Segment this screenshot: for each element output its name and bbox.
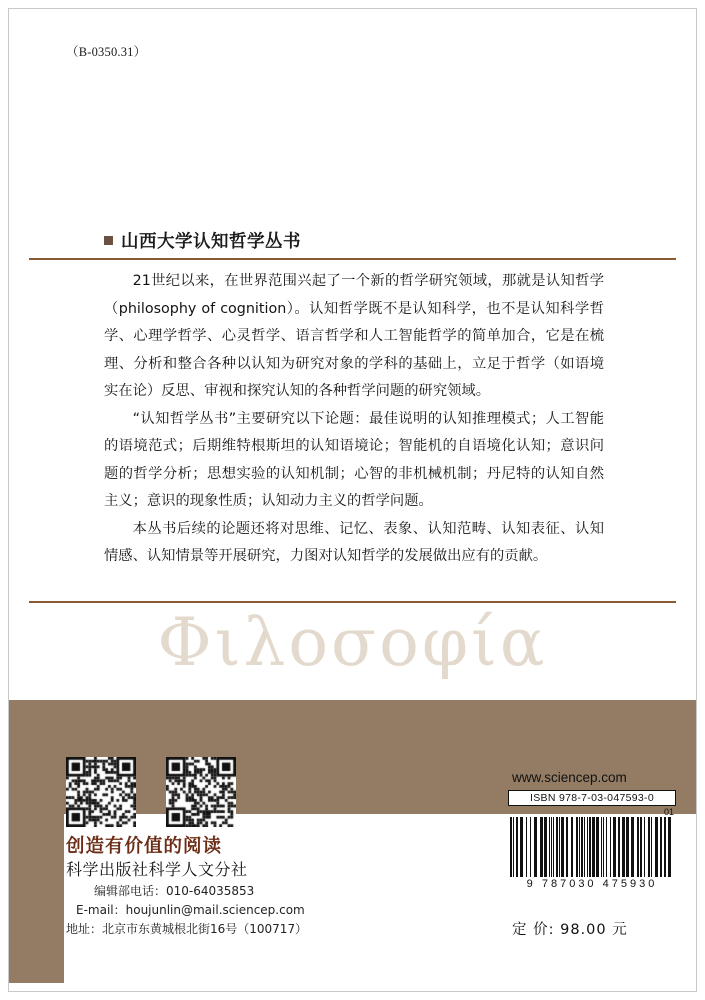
website-url[interactable]: www.sciencep.com (512, 770, 627, 785)
ean-digits: 9 787030 475930 (526, 878, 658, 890)
qr-code-weibo[interactable] (166, 757, 236, 827)
publisher-name: 科学出版社科学人文分社 (66, 860, 248, 879)
catalog-code: （B-0350.31） (66, 45, 147, 59)
contact-email: E-mail：houjunlin@mail.sciencep.com (76, 903, 305, 917)
contact-info (66, 882, 396, 939)
isbn-sub-label: 01 (663, 807, 674, 817)
blurb-paragraph-3: 本丛书后续的论题还将对思维、记忆、表象、认知范畴、认知表征、认知情感、认知情景等开展研究，力图对认知哲学的发展做出应有的贡献。 (104, 520, 604, 564)
isbn-label: ISBN 978-7-03-047593-0 (508, 790, 676, 806)
square-bullet-icon (104, 236, 113, 245)
divider-bottom (29, 601, 676, 603)
blurb-paragraph-1: 21世纪以来，在世界范围兴起了一个新的哲学研究领域，那就是认知哲学（philosophy of cognition）。认知哲学既不是认知科学，也不是认知科学哲学、心理学哲学、心灵哲学、语言哲学和人工智能哲学的简单加合，它是在梳理、分析和整合各种以认知为研究对象的学科的基础上，立足于哲学（如语境实在论）反思、审视和探究认知的各种哲学问题的研究领域。 (104, 273, 604, 399)
slogan: 创造有价值的阅读 (66, 836, 223, 857)
qr-code-wechat[interactable] (66, 757, 136, 827)
blurb-paragraph-2: “认知哲学丛书”主要研究以下论题：最佳说明的认知推理模式；人工智能的语境范式；后期维特根斯坦的认知语境论；智能机的自语境化认知；意识问题的哲学分析；思想实验的认知机制；心智的非机械机制；丹尼特的认知自然主义；意识的现象性质；认知动力主义的哲学问题。 (104, 410, 604, 509)
contact-address: 地址：北京市东黄城根北街16号（100717） (66, 922, 308, 936)
blurb-text (104, 268, 604, 571)
isbn-barcode-block (508, 790, 676, 895)
price: 定 价: 98.00 元 (512, 922, 628, 938)
series-title: 山西大学认知哲学丛书 (121, 232, 301, 252)
watermark-philosophia: Φιλοσοφία (157, 604, 548, 681)
contact-phone: 编辑部电话：010-64035853 (94, 884, 255, 898)
divider-top (29, 258, 676, 260)
barcode-bars (508, 817, 676, 877)
footer-left-strip (9, 700, 64, 983)
series-title-block (104, 228, 301, 253)
